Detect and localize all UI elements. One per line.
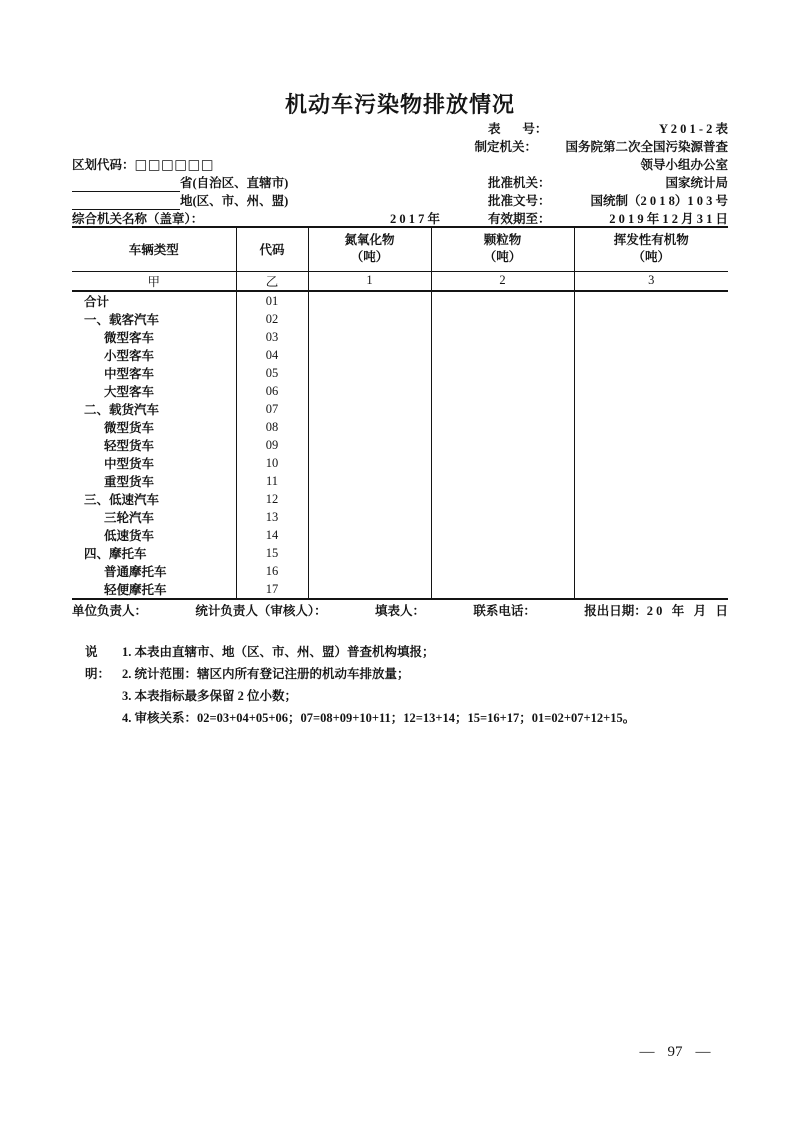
table-row — [72, 526, 728, 544]
table-row — [72, 328, 728, 346]
valid-until-value: 2 0 1 9 年 1 2 月 3 1 日 — [609, 212, 728, 226]
unit-head-label: 单位负责人： — [72, 604, 148, 618]
col-header-voc: 挥发性有机物 （吨） — [574, 227, 728, 271]
cell-nox — [308, 580, 431, 599]
row-code: 07 — [236, 400, 308, 418]
cell-voc — [574, 346, 728, 364]
cell-nox — [308, 544, 431, 562]
header-row-province — [72, 174, 728, 192]
cell-voc — [574, 291, 728, 310]
cell-nox — [308, 562, 431, 580]
row-name: 二、载货汽车 — [72, 400, 236, 418]
table-row — [72, 454, 728, 472]
row-code: 02 — [236, 310, 308, 328]
province-suffix: 省(自治区、直辖市) — [180, 176, 289, 190]
cell-voc — [574, 418, 728, 436]
row-code: 14 — [236, 526, 308, 544]
table-row — [72, 310, 728, 328]
cell-nox — [308, 490, 431, 508]
row-name: 低速货车 — [72, 526, 236, 544]
col-header-vehicle-type: 车辆类型 — [72, 227, 236, 271]
cell-voc — [574, 400, 728, 418]
cell-pm — [431, 508, 574, 526]
col-index-2: 2 — [431, 271, 574, 291]
cell-voc — [574, 436, 728, 454]
page-number-right-dash: — — [695, 1044, 711, 1060]
report-date-label: 报出日期：2 0 年 月 日 — [584, 604, 728, 618]
cell-voc — [574, 490, 728, 508]
col-index-3: 3 — [574, 271, 728, 291]
col-index-1: 1 — [308, 271, 431, 291]
approval-doc-value: 国统制（2 0 1 8）1 0 3 号 — [590, 194, 728, 208]
row-name: 微型货车 — [72, 418, 236, 436]
table-row — [72, 436, 728, 454]
form-number-label: 表 号： — [488, 122, 548, 136]
row-name: 中型货车 — [72, 454, 236, 472]
table-row — [72, 400, 728, 418]
table-row — [72, 580, 728, 599]
row-name: 中型客车 — [72, 364, 236, 382]
col-header-code: 代码 — [236, 227, 308, 271]
page-number-left-dash: — — [639, 1044, 655, 1060]
cell-voc — [574, 526, 728, 544]
note-item-1: 1. 本表由直辖市、地（区、市、州、盟）普查机构填报； — [122, 645, 435, 659]
cell-pm — [431, 562, 574, 580]
approval-doc-label: 批准文号： — [488, 194, 551, 208]
cell-pm — [431, 418, 574, 436]
cell-nox — [308, 472, 431, 490]
cell-voc — [574, 382, 728, 400]
cell-pm — [431, 328, 574, 346]
table-row — [72, 364, 728, 382]
page-number-value: 97 — [667, 1044, 683, 1060]
table-row — [72, 490, 728, 508]
row-code: 04 — [236, 346, 308, 364]
cell-pm — [431, 291, 574, 310]
province-blank-line — [72, 177, 180, 192]
cell-nox — [308, 382, 431, 400]
row-code: 13 — [236, 508, 308, 526]
cell-pm — [431, 400, 574, 418]
cell-voc — [574, 364, 728, 382]
notes-list — [122, 641, 635, 729]
col-unit-voc: （吨） — [632, 250, 670, 265]
row-code: 11 — [236, 472, 308, 490]
row-name: 三轮汽车 — [72, 508, 236, 526]
row-name: 重型货车 — [72, 472, 236, 490]
row-code: 10 — [236, 454, 308, 472]
cell-pm — [431, 382, 574, 400]
row-name: 微型客车 — [72, 328, 236, 346]
cell-voc — [574, 562, 728, 580]
col-unit-pm: （吨） — [483, 250, 522, 265]
issuing-agency-label: 制定机关： — [474, 140, 538, 154]
table-row — [72, 544, 728, 562]
col-header-nox: 氮氧化物 （吨） — [308, 227, 431, 271]
cell-nox — [308, 400, 431, 418]
table-row — [72, 382, 728, 400]
row-code: 15 — [236, 544, 308, 562]
col-unit-nox: （吨） — [350, 250, 389, 265]
row-name: 一、载客汽车 — [72, 310, 236, 328]
valid-until-label: 有效期至： — [488, 212, 551, 226]
cell-nox — [308, 364, 431, 382]
stats-head-label: 统计负责人（审核人）： — [195, 604, 327, 618]
cell-voc — [574, 508, 728, 526]
note-item-3: 3. 本表指标最多保留 2 位小数； — [122, 689, 298, 703]
col-index-yi: 乙 — [236, 271, 308, 291]
cell-pm — [431, 526, 574, 544]
cell-nox — [308, 346, 431, 364]
report-year: 2 0 1 7 年 — [389, 212, 440, 226]
col-header-pm: 颗粒物 （吨） — [431, 227, 574, 271]
row-name: 合计 — [72, 291, 236, 310]
form-title: 机动车污染物排放情况 — [284, 92, 515, 117]
row-name: 小型客车 — [72, 346, 236, 364]
row-code: 06 — [236, 382, 308, 400]
cell-pm — [431, 454, 574, 472]
phone-label: 联系电话： — [473, 604, 536, 618]
cell-nox — [308, 526, 431, 544]
org-name-label: 综合机关名称（盖章）： — [72, 212, 204, 226]
approving-agency-label: 批准机关： — [488, 176, 551, 190]
prefecture-suffix: 地(区、市、州、盟) — [180, 194, 289, 208]
area-code-label: 区划代码： — [72, 158, 135, 172]
header-row-area-code — [72, 156, 728, 174]
cell-pm — [431, 364, 574, 382]
form-header — [72, 120, 728, 228]
header-row-issuing-agency — [72, 138, 728, 156]
row-name: 普通摩托车 — [72, 562, 236, 580]
table-index-row — [72, 271, 728, 291]
table-row — [72, 418, 728, 436]
approving-agency-value: 国家统计局 — [665, 176, 728, 190]
row-code: 16 — [236, 562, 308, 580]
row-name: 四、摩托车 — [72, 544, 236, 562]
cell-pm — [431, 436, 574, 454]
cell-pm — [431, 544, 574, 562]
cell-voc — [574, 472, 728, 490]
cell-pm — [431, 346, 574, 364]
cell-nox — [308, 508, 431, 526]
emissions-table — [72, 226, 728, 600]
note-item-2: 2. 统计范围：辖区内所有登记注册的机动车排放量； — [122, 667, 410, 681]
row-code: 08 — [236, 418, 308, 436]
cell-voc — [574, 328, 728, 346]
cell-voc — [574, 454, 728, 472]
notes-section — [85, 641, 725, 729]
prefecture-blank-line — [72, 195, 180, 210]
page-number — [618, 1044, 732, 1061]
issuing-agency-value: 国务院第二次全国污染源普查 — [565, 140, 728, 154]
cell-nox — [308, 291, 431, 310]
row-code: 17 — [236, 580, 308, 599]
cell-pm — [431, 472, 574, 490]
row-name: 轻型货车 — [72, 436, 236, 454]
cell-pm — [431, 490, 574, 508]
cell-nox — [308, 310, 431, 328]
row-name: 大型客车 — [72, 382, 236, 400]
area-code-boxes: □□□□□□ — [134, 157, 215, 173]
note-item-4: 4. 审核关系：02=03+04+05+06；07=08+09+10+11；12=13+14；15=16+17；01=02+07+12+15。 — [122, 711, 636, 725]
header-row-prefecture — [72, 192, 728, 210]
header-row-form-number — [72, 120, 728, 138]
table-row — [72, 346, 728, 364]
row-code: 01 — [236, 291, 308, 310]
col-index-jia: 甲 — [72, 271, 236, 291]
cell-pm — [431, 580, 574, 599]
notes-label: 说明： — [85, 645, 111, 681]
cell-nox — [308, 328, 431, 346]
table-row — [72, 472, 728, 490]
row-code: 05 — [236, 364, 308, 382]
preparer-label: 填表人： — [374, 604, 425, 618]
row-code: 03 — [236, 328, 308, 346]
table-row — [72, 291, 728, 310]
row-code: 12 — [236, 490, 308, 508]
cell-nox — [308, 454, 431, 472]
cell-nox — [308, 418, 431, 436]
cell-voc — [574, 310, 728, 328]
issuing-agency-value-2: 领导小组办公室 — [640, 158, 728, 172]
cell-pm — [431, 310, 574, 328]
row-name: 三、低速汽车 — [72, 490, 236, 508]
cell-voc — [574, 580, 728, 599]
row-name: 轻便摩托车 — [72, 580, 236, 599]
table-row — [72, 508, 728, 526]
cell-nox — [308, 436, 431, 454]
cell-voc — [574, 544, 728, 562]
row-code: 09 — [236, 436, 308, 454]
table-header-row — [72, 227, 728, 271]
signature-line — [72, 601, 728, 619]
form-number-value: Y 2 0 1 - 2 表 — [659, 122, 728, 136]
table-row — [72, 562, 728, 580]
